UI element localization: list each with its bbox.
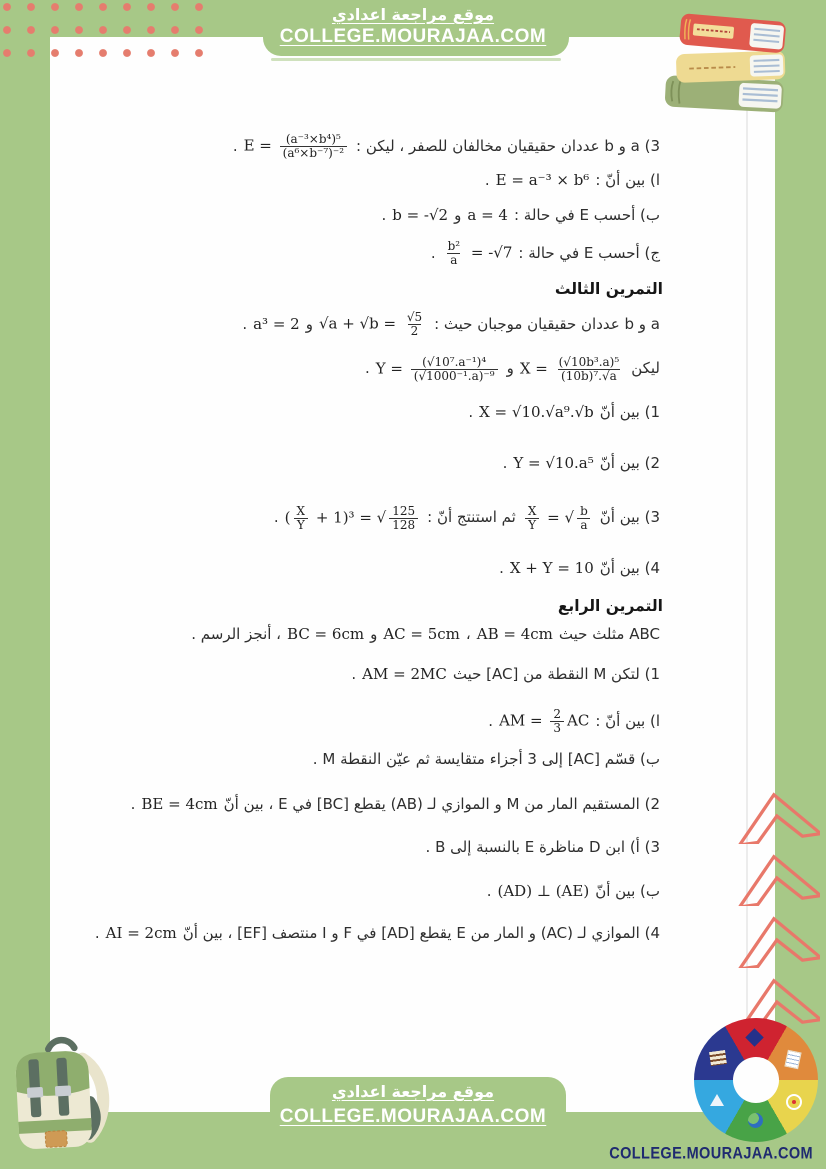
arabic-text: ABC مثلث حيث xyxy=(558,624,660,643)
notepad-icon xyxy=(784,1050,801,1070)
arabic-text: a و b عددان حقيقيان موجبان حيث : xyxy=(434,314,660,333)
arabic-text: 2) بين أنّ xyxy=(599,453,660,472)
doc-line xyxy=(90,794,663,816)
arabic-text: ب) أحسب E في حالة : xyxy=(513,206,660,225)
doc-line xyxy=(90,356,663,383)
globe-icon xyxy=(748,1113,763,1128)
math-expression: $\frac{\text{b²}}{a}$ = -√7 xyxy=(442,240,513,267)
arabic-text: ج) أحسب E في حالة : xyxy=(518,243,660,262)
arabic-text: . xyxy=(484,171,490,190)
arabic-text: ا) بين أنّ : xyxy=(595,711,660,730)
exercise-heading: التمرين الرابع xyxy=(557,596,663,615)
fraction: $\frac{X}{Y}$ xyxy=(525,505,540,532)
math-expression: Y = $\frac{\text{(√10⁷.a⁻¹)⁴}}{\text{(√1000⁻¹.a)⁻⁹}}$ xyxy=(376,356,501,383)
doc-line xyxy=(90,453,663,475)
arabic-text: ب) قسّم [AC] إلى 3 أجزاء متقايسة ثم عيّن النقطة M . xyxy=(312,749,660,768)
fraction: $\frac{X}{Y}$ xyxy=(294,505,309,532)
math-expression: E = a⁻³ × b⁶ xyxy=(495,171,590,190)
arabic-text: ، أنجز الرسم . xyxy=(191,624,282,643)
arabic-text: . xyxy=(273,508,279,527)
math-expression: AM = $\frac{2}{3}$ AC xyxy=(499,707,590,736)
doc-line xyxy=(90,923,663,945)
doc-line xyxy=(90,240,663,267)
arabic-text: و xyxy=(370,624,378,643)
arabic-text: . xyxy=(499,558,504,577)
math-expression: AM = 2MC xyxy=(362,665,447,684)
doc-line xyxy=(90,402,663,424)
arabic-text: 2) المستقيم المار من M و الموازي لـ (AB) يقطع [BC] في E ، بين أنّ xyxy=(223,795,660,814)
doc-line xyxy=(90,837,663,859)
exercise-section xyxy=(90,597,663,945)
arabic-text: ا) بين أنّ : xyxy=(595,171,660,190)
math-expression: $\frac{X}{Y}$ = √ $\frac{b}{a}$ xyxy=(522,505,594,532)
math-expression: X + Y = 10 xyxy=(509,558,594,577)
math-expression: √a + √b = $\frac{√5}{2}$ xyxy=(319,311,428,338)
math-expression: a³ = 2 xyxy=(253,314,300,333)
arabic-text: 4) بين أنّ xyxy=(599,558,660,577)
math-expression: ( $\frac{X}{Y}$ + 1)³ = √ $\frac{125}{128}$ xyxy=(285,505,422,532)
arabic-text: . xyxy=(130,795,136,814)
arabic-text: . xyxy=(486,881,492,900)
arabic-text: . xyxy=(351,665,357,684)
doc-line xyxy=(90,311,663,338)
worksheet xyxy=(90,133,663,957)
flask-icon xyxy=(710,1094,724,1106)
exercise-section xyxy=(90,280,663,579)
backpack-illustration xyxy=(4,1029,116,1157)
math-expression: BE = 4cm xyxy=(141,795,218,814)
arabic-text: 1) لتكن M النقطة من [AC] حيث xyxy=(452,665,660,684)
subjects-ring-logo xyxy=(694,1018,818,1142)
exercise-section xyxy=(90,133,663,267)
math-expression: a = 4 xyxy=(467,206,508,225)
doc-line xyxy=(90,881,663,903)
logo-caption: COLLEGE.MOURAJAA.COM xyxy=(609,1144,813,1164)
arabic-text: 4) الموازي لـ (AC) و المار من E يقطع [AD] في F و I منتصف [EF] ، بين أنّ xyxy=(182,923,660,942)
arabic-text: . xyxy=(242,314,248,333)
doc-line xyxy=(90,708,663,735)
arabic-text: . xyxy=(468,403,474,421)
fraction: $\frac{2}{3}$ xyxy=(550,708,564,735)
chevron-up-icon xyxy=(734,910,820,968)
arabic-text: و xyxy=(454,206,462,225)
books-icon xyxy=(709,1050,727,1066)
arabic-text: . xyxy=(430,243,436,262)
arabic-text: 3) أ) ابن D مناظرة E بالنسبة إلى B . xyxy=(425,838,660,856)
doc-line xyxy=(90,205,663,227)
header-site-title: موقع مراجعة اعدادي xyxy=(331,5,495,24)
math-expression: X = √10.√a⁹.√b xyxy=(479,403,594,421)
doc-line xyxy=(90,624,663,646)
doc-line xyxy=(90,133,663,160)
chevron-up-icon xyxy=(734,786,820,844)
arabic-text: ، xyxy=(465,624,471,643)
math-expression: BC = 6cm xyxy=(287,624,365,643)
math-expression: AI = 2cm xyxy=(105,923,177,942)
fraction: $\frac{\text{(√10⁷.a⁻¹)⁴}}{\text{(√1000⁻¹.a)⁻⁹}}$ xyxy=(411,356,498,383)
arabic-text: . xyxy=(381,206,387,225)
arabic-text: 3) a و b عددان حقيقيان مخالفان للصفر ، ليكن : xyxy=(356,136,660,155)
math-expression: Y = √10.a⁵ xyxy=(513,453,594,472)
math-expression: E = $\frac{\text{(a⁻³×b⁴)⁵}}{\text{(a⁶×b⁻⁷)⁻²}}$ xyxy=(244,133,350,160)
fraction: $\frac{b}{a}$ xyxy=(577,505,591,532)
math-expression: (AD) ⊥ (AE) xyxy=(497,881,590,900)
books-illustration xyxy=(656,12,798,118)
arabic-text: و xyxy=(506,359,514,378)
math-expression: AB = 4cm xyxy=(476,624,553,643)
fraction: $\frac{\text{(√10b³.a)⁵}}{\text{(10b)⁷.√a}}$ xyxy=(558,354,620,383)
exercise-heading: التمرين الثالث xyxy=(554,280,663,299)
math-expression: X = $\frac{\text{(√10b³.a)⁵}}{\text{(10b)⁷.√a}}$ xyxy=(520,356,625,383)
header-site-url[interactable]: COLLEGE.MOURAJAA.COM xyxy=(279,26,547,47)
footer-site-url[interactable]: COLLEGE.MOURAJAA.COM xyxy=(279,1106,547,1127)
arabic-text: . xyxy=(488,711,494,730)
doc-line xyxy=(90,749,663,771)
arabic-text: . xyxy=(502,453,508,472)
doc-line xyxy=(90,664,663,686)
fraction: $\frac{\text{(a⁻³×b⁴)⁵}}{\text{(a⁶×b⁻⁷)⁻²}}$ xyxy=(280,133,347,160)
doc-line xyxy=(90,170,663,192)
arabic-text: . xyxy=(94,923,100,942)
chevron-up-icon xyxy=(734,848,820,906)
arabic-text: . xyxy=(232,136,238,155)
math-expression: AC = 5cm xyxy=(383,624,460,643)
arabic-text: ب) بين أنّ xyxy=(595,881,660,900)
arabic-text: ثم استنتج أنّ : xyxy=(427,508,516,527)
arabic-text: . xyxy=(364,359,370,378)
arabic-text: 3) بين أنّ xyxy=(599,508,660,527)
arabic-text: 1) بين أنّ xyxy=(599,403,660,421)
doc-line xyxy=(90,558,663,580)
arabic-text: و xyxy=(305,314,313,333)
math-expression: b = -√2 xyxy=(392,206,449,225)
graduation-cap-icon xyxy=(745,1028,763,1046)
fraction: $\frac{√5}{2}$ xyxy=(406,310,423,339)
footer-site-title: موقع مراجعة اعدادي xyxy=(331,1082,495,1101)
doc-line xyxy=(90,505,663,532)
fraction: $\frac{125}{128}$ xyxy=(389,505,418,532)
atom-icon xyxy=(786,1094,802,1110)
fraction: $\frac{\text{b²}}{a}$ xyxy=(447,238,461,268)
arabic-text: ليكن xyxy=(631,359,660,378)
